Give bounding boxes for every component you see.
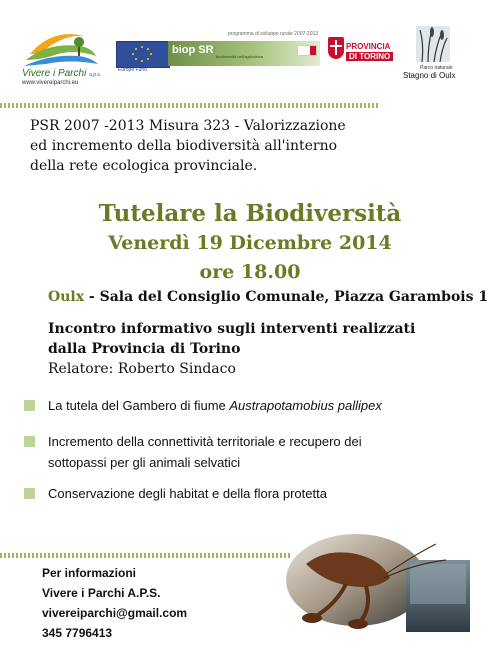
intro-line: della rete ecologica provinciale.: [30, 158, 258, 174]
vivere-i-parchi-logo: [22, 26, 100, 88]
contact-org: Vivere i Parchi A.P.S.: [42, 586, 161, 600]
biopsr-logo: [168, 41, 320, 66]
hills-sun-icon: [22, 26, 100, 68]
bottom-divider: [0, 553, 290, 558]
topic-item: Conservazione degli habitat e della flora protetta: [48, 486, 327, 501]
intro-line: PSR 2007 -2013 Misura 323 - Valorizzazione: [30, 118, 346, 134]
topic-item: Incremento della connettività territoriale e recupero dei sottopassi per gli animali selvatici: [48, 434, 362, 470]
parco-small-label: Parco naturale: [420, 65, 453, 71]
meeting-line: Incontro informativo sugli interventi realizzati: [48, 321, 416, 337]
contact-phone: 345 7796413: [42, 626, 113, 640]
topic-item: La tutela del Gambero di fiume Austrapotamobius pallipex: [48, 398, 382, 413]
bullet-square-icon: [24, 488, 35, 499]
contact-heading: Per informazioni: [42, 566, 137, 580]
program-intro: [30, 116, 360, 176]
top-divider: [0, 103, 378, 108]
program-tagline: programma di sviluppo rurale 2007-2013: [228, 31, 319, 37]
event-time: ore 18.00: [199, 261, 301, 283]
biopsr-subtitle: biodiversità nell'agricoltura: [216, 54, 264, 59]
vivere-logo-text: Vivere i Parchi a.p.s.: [22, 68, 102, 79]
provincia-shield-icon: [328, 37, 344, 59]
reeds-icon: [416, 26, 450, 62]
biopsr-name: biop SR: [172, 44, 214, 56]
contact-info: [42, 563, 187, 643]
event-date: Venerdì 19 Dicembre 2014: [108, 232, 392, 254]
provincia-logo-text: PROVINCIA DI TORINO: [346, 42, 393, 61]
crayfish-photo: [286, 524, 472, 634]
bullet-square-icon: [24, 400, 35, 411]
italy-flag-icon: [297, 45, 317, 56]
bullet-square-icon: [24, 436, 35, 447]
event-location: [48, 289, 488, 305]
meeting-speaker: Relatore: Roberto Sindaco: [48, 361, 236, 377]
meeting-line: dalla Provincia di Torino: [48, 341, 241, 357]
intro-line: ed incremento della biodiversità all'interno: [30, 138, 338, 154]
event-title: Tutelare la Biodiversità: [98, 200, 402, 227]
contact-email: vivereiparchi@gmail.com: [42, 606, 188, 620]
meeting-info: [48, 319, 415, 379]
eu-caption: Europe Fund: [118, 67, 147, 73]
event-city: Oulx: [48, 289, 85, 305]
event-venue: - Sala del Consiglio Comunale, Piazza Garambois 1: [84, 289, 489, 305]
eu-flag-logo: [116, 41, 170, 68]
vivere-logo-url: www.vivereiparchi.eu: [22, 80, 79, 86]
parco-name: Stagno di Oulx: [403, 71, 456, 80]
